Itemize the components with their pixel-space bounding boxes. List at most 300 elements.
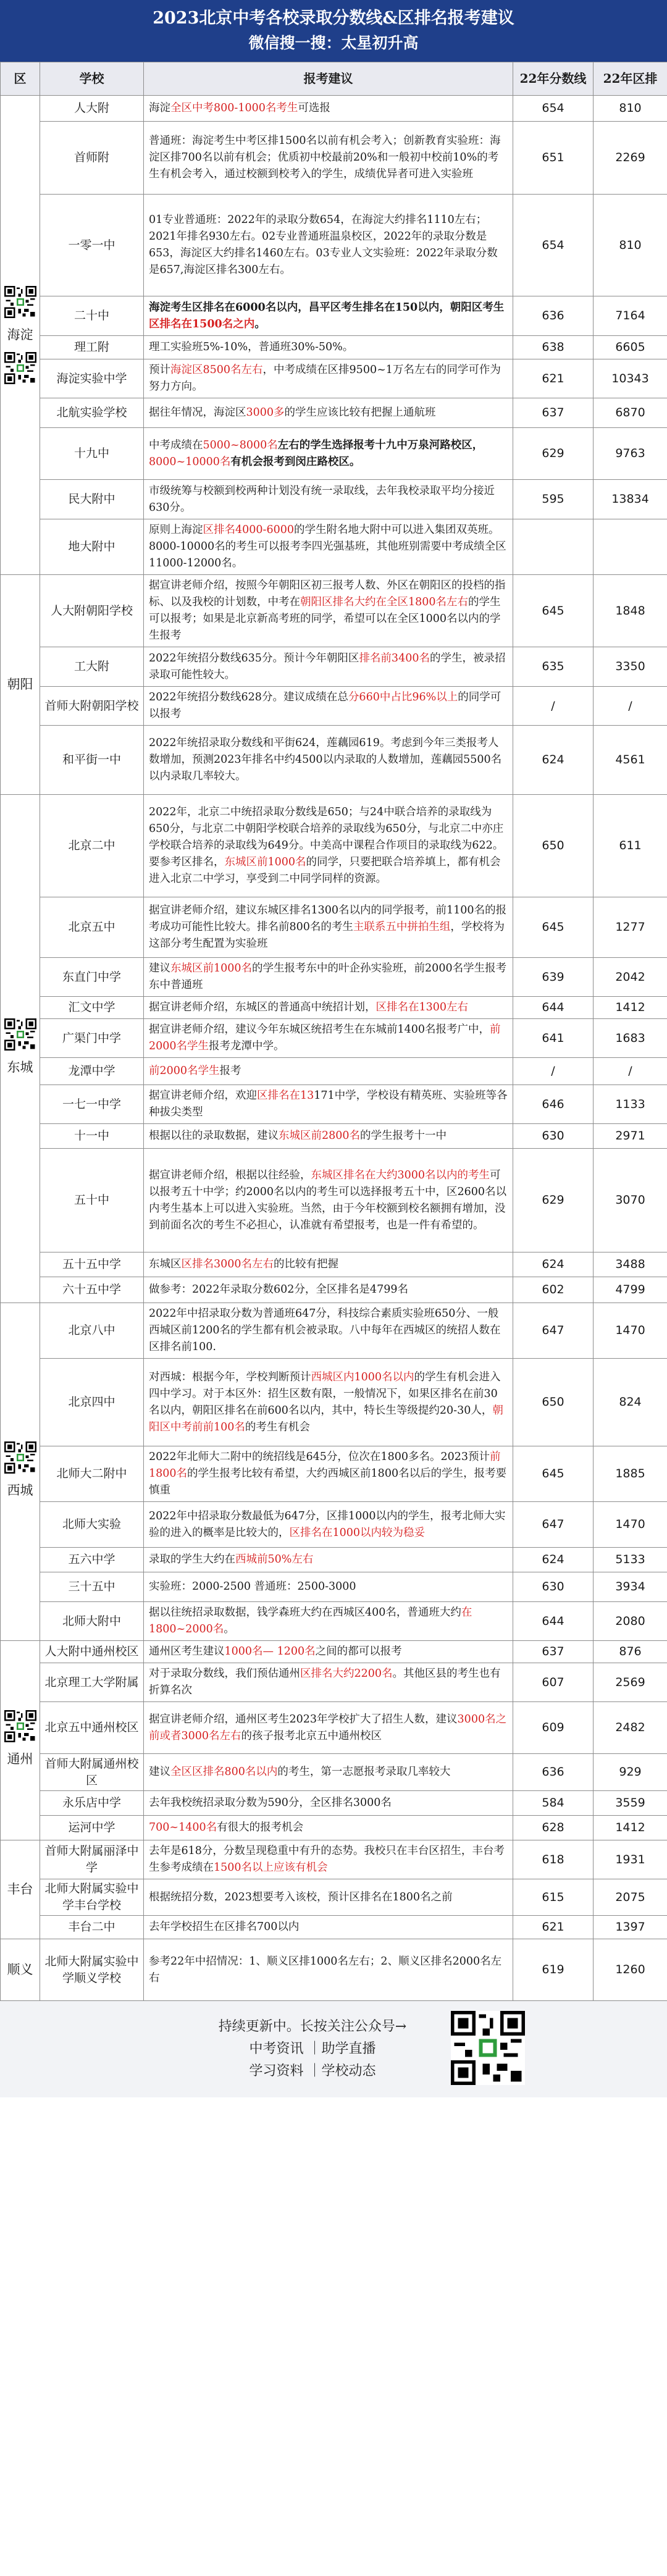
score-2022: 615 [513,1879,594,1916]
qr-code-icon[interactable] [2,1439,39,1476]
highlight-text: 东城区前1000名 [170,962,253,975]
advice-cell [144,1916,513,1939]
advice-text: 左右的学生选择报考 [277,438,375,451]
table-row [1,122,667,195]
advice-text: 2022年统招录取分数线和平街624，莲藕园619。考虑到今年三类报考人数增加，预测2023年排名中约4500以内录取的人数增加，莲藕园5500名以内录取几率较大。 [149,737,502,782]
school-name: 工大附 [40,647,144,687]
advice-cell [144,1754,513,1791]
school-name: 人大附朝阳学校 [40,575,144,647]
highlight-text: 排名前3400名 [359,652,430,665]
table-row [1,1816,667,1840]
advice-text: 十九中万泉河路校区 [375,438,472,451]
score-2022: 654 [513,96,594,122]
table-row [1,1252,667,1277]
region-name: 朝阳 [7,677,33,692]
table-row [1,687,667,726]
highlight-text: 朝阳区中考前前100名 [149,1404,503,1433]
highlight-text: 东城区前1000名 [224,856,306,868]
score-2022: 647 [513,1502,594,1548]
advice-cell [144,1602,513,1641]
rank-2022: / [594,1058,667,1085]
score-2022: 636 [513,296,594,336]
table-row [1,1124,667,1149]
rank-2022: 6870 [594,398,667,428]
advice-cell [144,647,513,687]
advice-text: 2022年中招录取分数最低为647分，区排1000以内的学生，报考北师大实验的进入的概率是比较大的， [149,1509,506,1539]
school-name: 北师大附属实验中学顺义学校 [40,1939,144,2001]
advice-text: 中考成绩在 [149,438,203,451]
school-name: 十九中 [40,428,144,480]
advice-text: 。 [224,1623,235,1635]
advice-cell [144,519,513,575]
rank-2022: 810 [594,96,667,122]
table-row [1,1548,667,1572]
footer-line-1: 持续更新中。长按关注公众号→ [218,2019,407,2034]
table-row [1,1058,667,1085]
advice-text: 之间的都可以报考 [315,1645,402,1658]
highlight-text: 全区区排名800名以内 [170,1766,278,1778]
table-row [1,897,667,958]
school-name: 一零一中 [40,195,144,296]
advice-text: 对西城：根据今年，学校判断预计 [149,1370,311,1383]
advice-cell [144,1791,513,1816]
rank-2022: 810 [594,195,667,296]
school-name: 汇文中学 [40,997,144,1019]
score-2022: 641 [513,1019,594,1058]
advice-cell [144,1939,513,2001]
table-row [1,480,667,519]
rank-2022: 10343 [594,359,667,398]
advice-text: 的考生有机会 [245,1420,310,1433]
advice-text: 。 [254,317,266,330]
highlight-text: 朝阳区排名大约在全区1800名左右 [300,596,469,608]
region-cell [1,795,40,1303]
school-name: 龙潭中学 [40,1058,144,1085]
advice-cell [144,480,513,519]
school-name: 理工附 [40,336,144,359]
advice-cell [144,1702,513,1754]
footer [0,2001,667,2097]
highlight-text: 区排名在1300左右 [375,1001,469,1013]
score-2022: 639 [513,958,594,997]
highlight-text: 8000~10000名 [149,455,231,468]
table-row [1,726,667,795]
advice-text: 海淀 [149,102,170,114]
qr-code-icon[interactable] [2,1016,39,1053]
rank-2022: 1133 [594,1085,667,1124]
score-2022: 651 [513,122,594,195]
school-name: 东直门中学 [40,958,144,997]
highlight-text: 前2000名学生 [149,1065,220,1077]
rank-2022: 2569 [594,1663,667,1702]
advice-text: 的学生可以报考；如果是北京新高考班的同学，希望可以在全区1000名以内的学生报考 [149,596,501,642]
region-cell [1,1303,40,1641]
table-row [1,1277,667,1303]
advice-text: 普通班：海淀考生中考区排1500名以前有机会考入；创新教育实验班：海淀区排700名以前有机会；优质初中校最前20%和一般初中校前10%的考生有机会考入，通过校额到校考入的学生，成绩优异者可进入实验班 [149,135,501,180]
rank-2022: 1397 [594,1916,667,1939]
table-row [1,1791,667,1816]
rank-2022: 3070 [594,1149,667,1252]
advice-cell [144,687,513,726]
score-2022: 647 [513,1303,594,1359]
table-row [1,1502,667,1548]
region-cell [1,1641,40,1840]
region-cell [1,96,40,575]
score-2022: 644 [513,997,594,1019]
table-body [1,96,667,2001]
advice-text: 报考龙潭中学。 [209,1040,285,1052]
score-2022: 636 [513,1754,594,1791]
rank-2022 [594,519,667,575]
advice-text: 据宣讲老师介绍，通州区考生2023年学校扩大了招生人数，建议 [149,1713,458,1726]
score-2022: 638 [513,336,594,359]
advice-text: 据宣讲老师介绍，欢迎 [149,1089,257,1102]
score-2022: 621 [513,1916,594,1939]
advice-text: 有机会报考 [230,455,285,468]
rank-2022: 876 [594,1641,667,1663]
qr-code-icon[interactable] [2,283,39,321]
score-2022: 645 [513,897,594,958]
advice-text: 据以往统招录取数据，钱学森班大约在西城区400名，普通班大约 [149,1606,461,1619]
highlight-text: 东城区前2800名 [279,1130,361,1142]
advice-text: 去年学校招生在区排名700以内 [149,1921,300,1933]
advice-text: 。其他区县的考生也有折算名次 [149,1668,501,1697]
highlight-text: 西城区内1000名以内 [311,1370,414,1383]
advice-text: 根据以往的录取数据，建议 [149,1130,279,1142]
rank-2022: 2042 [594,958,667,997]
advice-text: 2022年统招分数线628分。建议成绩在总 [149,691,348,703]
rank-2022: 1260 [594,1939,667,2001]
table-row [1,1019,667,1058]
table-row [1,1149,667,1252]
region-name: 东城 [7,1059,33,1075]
advice-cell [144,1572,513,1602]
advice-cell [144,795,513,897]
advice-text: 去年我校统招录取分数为590分，全区排名3000名 [149,1797,392,1809]
rank-2022: 611 [594,795,667,897]
advice-text: 的学生应该比较有把握上通航班 [284,406,436,419]
score-2022: 624 [513,1548,594,1572]
highlight-text: 海淀区8500名左右 [170,364,263,376]
highlight-text: 区排名在13 [257,1089,314,1102]
highlight-text: 3000名之前或者3000名左右 [149,1713,507,1742]
school-name: 北师大二附中 [40,1446,144,1502]
rank-2022: 6605 [594,336,667,359]
advice-text: 原则上海淀 [149,524,203,536]
table-row [1,1939,667,2001]
region-cell [1,575,40,795]
advice-text: 实验班：2000-2500 普通班：2500-3000 [149,1580,356,1593]
advice-text: 建议 [149,1766,170,1778]
advice-cell [144,1277,513,1303]
highlight-text: 在1800~2000名 [149,1606,472,1635]
advice-text: 的比较有把握 [274,1258,339,1270]
advice-text: 建议 [149,962,170,975]
score-2022: 654 [513,195,594,296]
school-name: 民大附中 [40,480,144,519]
school-name: 广渠门中学 [40,1019,144,1058]
advice-cell [144,575,513,647]
school-name: 北航实验学校 [40,398,144,428]
table-row [1,1916,667,1939]
title-band [0,0,667,62]
score-2022: 635 [513,647,594,687]
advice-text: 的学生报考十一中 [360,1130,447,1142]
score-2022: 637 [513,1641,594,1663]
advice-cell [144,296,513,336]
score-2022: / [513,1058,594,1085]
advice-text: 根据统招分数，2023想要考入该校，预计区排名在1800名之前 [149,1890,453,1903]
advice-cell [144,122,513,195]
score-2022: 619 [513,1939,594,2001]
highlight-text: 1500名以上应该有机会 [214,1861,328,1874]
school-name: 五六中学 [40,1548,144,1572]
school-name: 六十五中学 [40,1277,144,1303]
rank-2022: 2269 [594,122,667,195]
advice-cell [144,1840,513,1879]
advice-text: 的孩子报考北京五中通州校区 [241,1729,382,1742]
score-2022: 650 [513,795,594,897]
footer-line-3: 学习资料 ｜学校动态 [249,2063,376,2079]
advice-text: 东城区 [149,1258,182,1270]
page-subtitle: 微信搜一搜：太星初升高 [248,34,419,52]
region-name: 顺义 [7,1962,33,1977]
advice-text: 有很大的报考机会 [217,1821,304,1834]
advice-cell [144,1446,513,1502]
advice-text: ，中考成绩在区排9500~1万名左右的同学可作为努力方向。 [149,364,501,393]
advice-text: 据宣讲老师介绍，建议今年东城区统招考生在东城前1400名报考广中， [149,1023,490,1036]
school-name: 和平街一中 [40,726,144,795]
school-name: 北京八中 [40,1303,144,1359]
school-name: 丰台二中 [40,1916,144,1939]
advice-text: 市级统筹与校额到校两种计划没有统一录取线，去年我校录取平均分接近630分。 [149,484,495,514]
rank-2022: 5133 [594,1548,667,1572]
advice-cell [144,398,513,428]
rank-2022: 1470 [594,1303,667,1359]
highlight-text: 西城前50%左右 [235,1553,314,1566]
footer-line-2: 中考资讯 ｜助学直播 [249,2041,376,2057]
advice-cell [144,1502,513,1548]
advice-cell [144,726,513,795]
region-name: 西城 [7,1482,33,1498]
score-2022: 629 [513,428,594,480]
school-name: 海淀实验中学 [40,359,144,398]
school-name: 首师大附属丽泽中学 [40,1840,144,1879]
rank-2022: 13834 [594,480,667,519]
school-name: 首师大附朝阳学校 [40,687,144,726]
table-row [1,296,667,336]
rank-2022: 4561 [594,726,667,795]
highlight-text: 1000名— 1200名 [224,1645,316,1658]
highlight-text: 区排名在1000以内较为稳妥 [289,1526,426,1539]
highlight-text: 前2000名学生 [149,1023,501,1052]
advice-cell [144,359,513,398]
qr-code-icon[interactable] [2,1708,39,1745]
footer-text [183,2016,442,2083]
advice-text: 录取的学生大约在 [149,1553,235,1566]
qr-code-icon[interactable] [2,350,39,387]
page-title: 2023北京中考各校录取分数线&区排名报考建议 [153,9,514,28]
highlight-text: 5000~8000名 [203,438,278,451]
advice-text: 的考生，第一志愿报考录取几率较大 [277,1766,451,1778]
school-name: 永乐店中学 [40,1791,144,1816]
table-row [1,1879,667,1916]
advice-cell [144,1879,513,1916]
rank-2022: 1683 [594,1019,667,1058]
score-2022: 628 [513,1816,594,1840]
advice-text: 的同学可以报考 [149,691,501,720]
header-region: 区 [1,62,40,96]
table-row [1,997,667,1019]
advice-text: 对于录取分数线，我们预估通州 [149,1668,300,1680]
highlight-text: 区排名大约2200名 [300,1668,393,1680]
school-name: 北京四中 [40,1359,144,1446]
school-name: 一七一中学 [40,1085,144,1124]
advice-cell [144,897,513,958]
advice-text: 据宣讲老师介绍，东城区的普通高中统招计划， [149,1001,376,1013]
advice-text: 据宣讲老师介绍，建议东城区排名1300名以内的同学报考，前1100名的报考成功可能性比较大。排名前800名的考生 [149,904,507,933]
advice-text: 理工实验班5%-10%，普通班30%-50%。 [149,341,354,353]
advice-text: 2022年北师大二附中的统招线是645分，位次在1800多名。2023预计 [149,1451,490,1463]
table-row [1,1702,667,1754]
region-cell [1,1939,40,2001]
score-2022: 629 [513,1149,594,1252]
advice-cell [144,1816,513,1840]
rank-2022: 1470 [594,1502,667,1548]
school-name: 地大附中 [40,519,144,575]
table-row [1,1840,667,1879]
score-2022 [513,519,594,575]
school-name: 北京五中 [40,897,144,958]
advice-text: 参考22年中招情况：1、顺义区排1000名左右；2、顺义区排名2000名左右 [149,1955,502,1984]
rank-2022: 3934 [594,1572,667,1602]
table-row [1,428,667,480]
rank-2022: 1412 [594,997,667,1019]
rank-2022: 2080 [594,1602,667,1641]
table-row [1,795,667,897]
score-2022: 624 [513,1252,594,1277]
score-2022: / [513,687,594,726]
score-2022: 621 [513,359,594,398]
table-row [1,96,667,122]
header-score: 22年分数线 [513,62,594,96]
school-name: 北师大实验 [40,1502,144,1548]
score-2022: 595 [513,480,594,519]
school-name: 北京五中通州校区 [40,1702,144,1754]
score-2022: 630 [513,1572,594,1602]
table-row [1,647,667,687]
header-school: 学校 [40,62,144,96]
school-name: 十一中 [40,1124,144,1149]
advice-cell [144,1149,513,1252]
table-row [1,1446,667,1502]
advice-cell [144,1548,513,1572]
advice-text: 的学生有机会进入四中学习。对于本区外：招生区数有限，一般情况下，如果区排名在前30名以内，朝阳区排名在前600名以内，其中，特长生等级提约20-30人， [149,1370,501,1417]
admission-table [0,62,667,2001]
rank-2022: 3350 [594,647,667,687]
header-advice: 报考建议 [144,62,513,96]
region-name: 海淀 [7,327,33,342]
advice-text: 可选报 [298,102,330,114]
school-name: 五十五中学 [40,1252,144,1277]
score-2022: 645 [513,575,594,647]
advice-text: 的学生报考比较有希望，大约西城区前1800名以后的学生，报考要慎重 [149,1467,507,1496]
advice-text: ，学校将为这部分考生配置为实验班 [149,921,505,950]
advice-cell [144,1663,513,1702]
score-2022: 607 [513,1663,594,1702]
table-row [1,1754,667,1791]
school-name: 北师大附中 [40,1602,144,1641]
table-row [1,519,667,575]
rank-2022: 2075 [594,1879,667,1916]
advice-text: 的学生，被录招录取可能性较大。 [149,652,506,681]
table-row [1,1572,667,1602]
rank-2022: 1412 [594,1816,667,1840]
table-row [1,398,667,428]
advice-cell [144,1359,513,1446]
score-2022: 630 [513,1124,594,1149]
advice-cell [144,1252,513,1277]
highlight-text: 区排名4000-6000 [203,524,294,536]
advice-cell [144,1085,513,1124]
advice-text: 可以报考五十中学；约2000名以内的考生可以选择报考五十中，区2600名以内考生基本上可以进入实验班。当然，由于今年校额到校名额拥有增加，没到前面名次的考生不必担心，认准就有希望报考，也是一件有希望的。 [149,1168,507,1231]
school-name: 北师大附属实验中学丰台学校 [40,1879,144,1916]
advice-text: 做参考：2022年录取分数602分，全区排名是4799名 [149,1283,408,1296]
highlight-text: 东城区排名在大约3000名以内的考生 [311,1168,490,1181]
rank-2022: 3488 [594,1252,667,1277]
table-row [1,1359,667,1446]
school-name: 人大附中通州校区 [40,1641,144,1663]
table-row [1,1663,667,1702]
advice-cell [144,1303,513,1359]
advice-cell [144,1019,513,1058]
score-2022: 637 [513,398,594,428]
advice-text: 2022年统招分数线635分。预计今年朝阳区 [149,652,359,665]
score-2022: 644 [513,1602,594,1641]
advice-cell [144,997,513,1019]
advice-text: 据宣讲老师介绍，按照今年朝阳区初三报考人数、外区在朝阳区的投档的指标、以及我校的计划数，中考在 [149,579,506,608]
advice-text: 的学生附名地大附中可以进入集团双英班。8000-10000名的考生可以报考李四光强基班，其他班别需要中考成绩全区11000-12000名。 [149,524,506,569]
score-2022: 618 [513,1840,594,1879]
school-name: 北京二中 [40,795,144,897]
region-cell [1,1840,40,1939]
rank-2022: 2971 [594,1124,667,1149]
advice-cell [144,195,513,296]
score-2022: 624 [513,726,594,795]
school-name: 二十中 [40,296,144,336]
footer-qr-code-icon[interactable] [451,2011,525,2085]
advice-text: 2022年，北京二中统招录取分数线是650；与24中联合培养的录取线为650分，与北京二中朝阳学校联合培养的录取线为650分，与北京二中亦庄学校联合培养的录取线为649分。中美高中课程合作项目的录取线为622。要参考区排名， [149,806,504,868]
rank-2022: / [594,687,667,726]
rank-2022: 1277 [594,897,667,958]
score-2022: 650 [513,1359,594,1446]
score-2022: 602 [513,1277,594,1303]
highlight-text: 区排名3000名左右 [181,1258,274,1270]
school-name: 三十五中 [40,1572,144,1602]
rank-2022: 3559 [594,1791,667,1816]
advice-text: 171中学，学校设有精英班、实验班等各种拔尖类型 [149,1089,508,1118]
rank-2022: 1848 [594,575,667,647]
table-row [1,575,667,647]
advice-text: 01专业普通班：2022年的录取分数654，在海淀大约排名1110左右；2021年排名930左右。02专业普通班温泉校区，2022年的录取分数是653，海淀区大约排名1460左右。03专业人文实验班：2022年录取分数是657,海淀区排名300左右。 [149,214,498,276]
advice-text: 预计 [149,364,170,376]
highlight-text: 700~1400名 [149,1821,217,1834]
advice-text: 报考 [219,1065,241,1077]
table-row [1,1602,667,1641]
rank-2022: 824 [594,1359,667,1446]
region-name: 通州 [7,1751,33,1766]
school-name: 人大附 [40,96,144,122]
